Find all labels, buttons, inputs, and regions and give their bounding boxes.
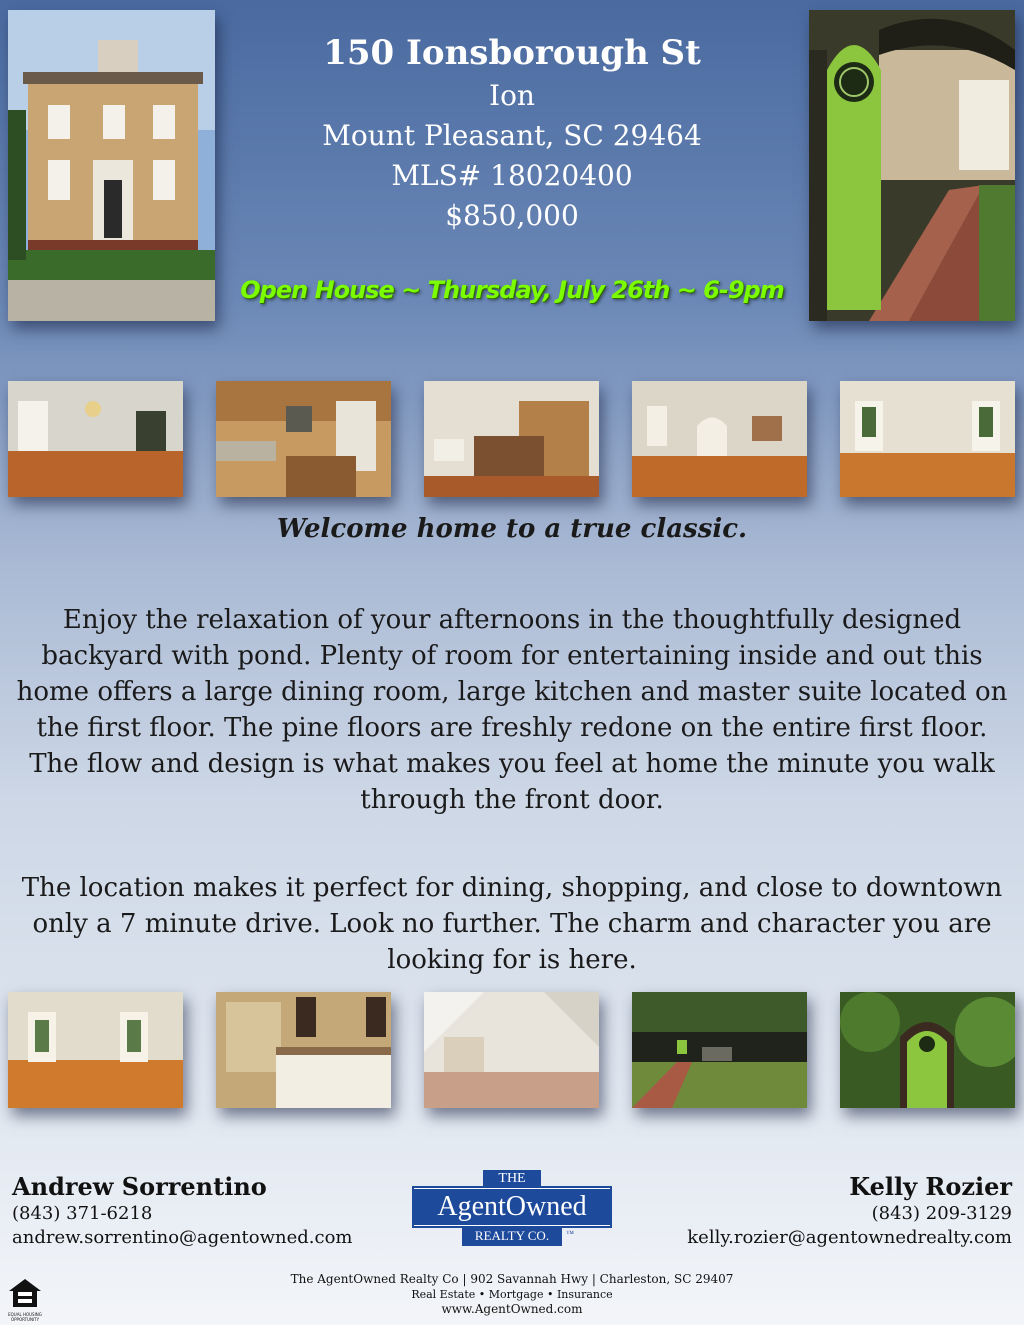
equal-housing-icon [8,1278,42,1308]
footer-address: The AgentOwned Realty Co | 902 Savannah Hwy | Charleston, SC 29407 [290,1272,734,1286]
interior-photo-dining [8,381,183,497]
interior-photo-kitchen [216,381,391,497]
footer-website[interactable]: www.AgentOwned.com [441,1302,583,1316]
backyard-pond-photo [632,992,807,1108]
listing-header [220,30,804,236]
interior-photo-bonus-room [424,992,599,1108]
garden-door-closeup-photo [840,992,1015,1108]
tagline: Welcome home to a true classic. [276,514,748,544]
agent-email-right[interactable]: kelly.rozier@agentownedrealty.com [687,1227,1012,1248]
garden-door-photo [809,10,1015,321]
neighborhood: Ion [489,79,535,112]
agent-email-left[interactable]: andrew.sorrentino@agentowned.com [12,1227,353,1248]
agentowned-logo [414,1170,610,1256]
house-exterior-photo [8,10,215,321]
agent-name-right: Kelly Rozier [849,1172,1012,1201]
equal-housing-text-1: EQUAL HOUSING [8,1312,42,1317]
equal-housing-text-2: OPPORTUNITY [10,1317,40,1322]
agent-phone-left[interactable]: (843) 371-6218 [12,1203,153,1224]
agent-right [687,1172,1012,1250]
interior-photo-living [632,381,807,497]
interior-photo-kitchen-island [424,381,599,497]
open-house-banner: Open House ~ Thursday, July 26th ~ 6-9pm [240,276,784,304]
property-address: 150 Ionsborough St [323,33,701,73]
agent-left [12,1172,353,1250]
logo-subtitle: REALTY CO. [474,1228,550,1243]
description-paragraph-2: The location makes it perfect for dining, shopping, and close to downtown only a 7 minute drive. Look no further. The charm and character you are looking for is here. [21,873,1003,975]
equal-housing-logo [2,1278,48,1324]
logo-top-tab: THE [483,1170,541,1188]
footer [200,1272,824,1317]
interior-photo-bathroom [216,992,391,1108]
interior-photo-master-bedroom [8,992,183,1108]
listing-price: $850,000 [445,199,579,232]
city-state-zip: Mount Pleasant, SC 29464 [322,119,702,152]
footer-services: Real Estate • Mortgage • Insurance [411,1288,613,1301]
description-paragraph-1: Enjoy the relaxation of your afternoons in the thoughtfully designed backyard with pond. Plenty of room for entertaining inside and out this home offers a large dining room, large kitchen and master suite located on the first floor. The pine floors are freshly redone on the entire first floor. The flow and design is what makes you feel at home the minute you walk through the front door. [16,605,1008,815]
agent-phone-right[interactable]: (843) 209-3129 [871,1203,1012,1224]
logo-bottom-tab [462,1226,574,1246]
logo-wordmark: AgentOwned [437,1191,587,1222]
mls-number: MLS# 18020400 [391,159,633,192]
agent-name-left: Andrew Sorrentino [12,1172,267,1201]
logo-main-band [414,1188,610,1226]
logo-trademark: ™ [566,1229,574,1238]
interior-photo-bedroom [840,381,1015,497]
